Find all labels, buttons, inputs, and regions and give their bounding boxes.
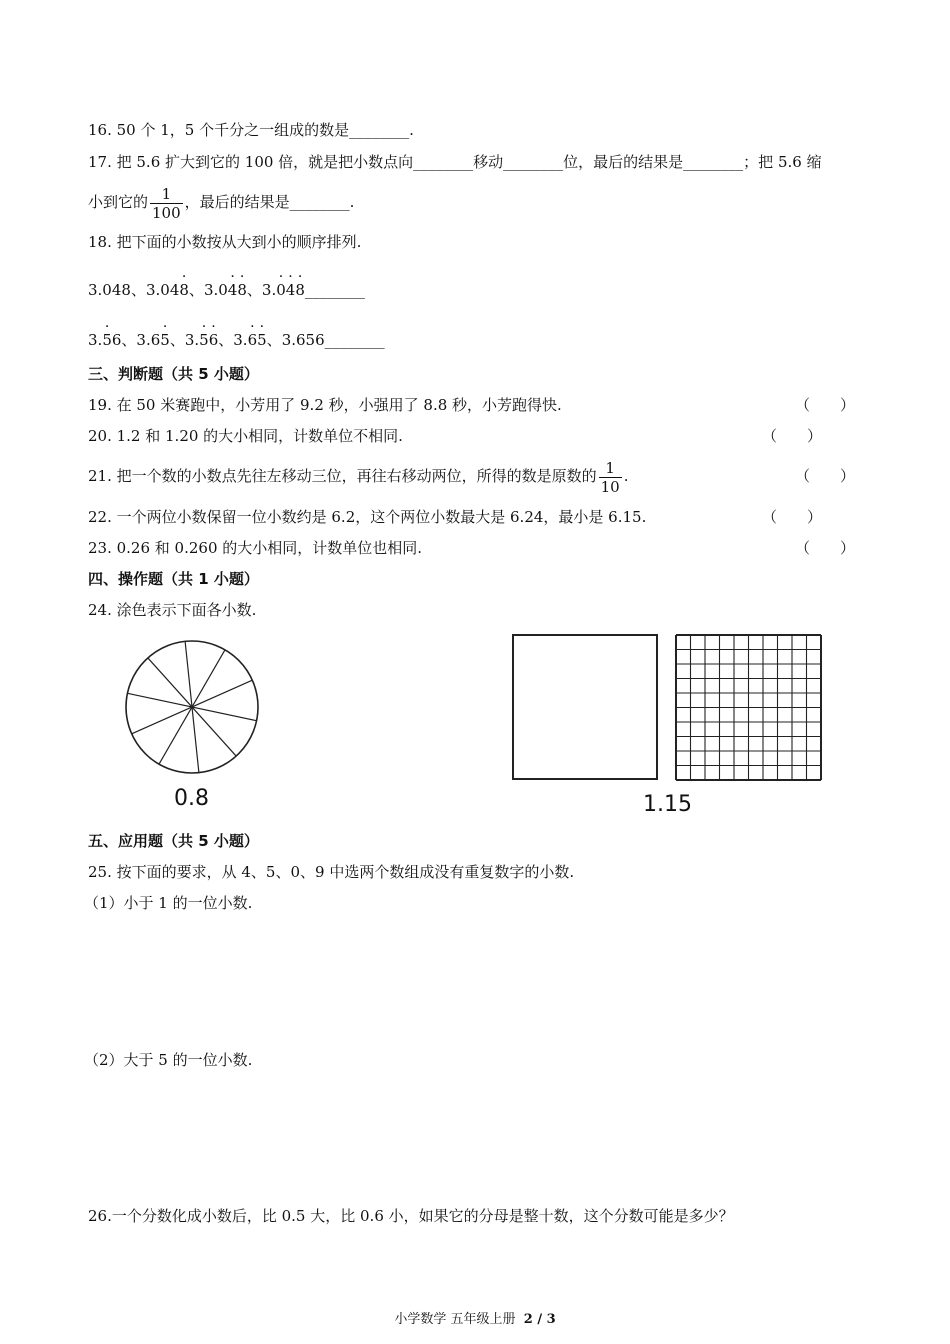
question-20: 20. 1.2 和 1.20 的大小相同，计数单位不相同. <box>88 427 403 445</box>
question-24: 24. 涂色表示下面各小数. <box>88 601 257 619</box>
squares-figure <box>510 632 826 784</box>
question-17-line2 <box>88 182 354 222</box>
squares-label: 1.15 <box>643 792 692 817</box>
answer-parentheses: （ ） <box>795 539 856 557</box>
section-4-heading: 四、操作题（共 1 小题） <box>88 570 259 588</box>
repeating-digit: · 5 <box>102 330 112 350</box>
fraction-one-tenth <box>599 459 622 496</box>
question-25-part-2: （2）大于 5 的一位小数. <box>84 1051 253 1069</box>
separator: 、 <box>169 331 185 349</box>
question-21 <box>88 456 629 496</box>
separator: 、 <box>130 281 146 299</box>
q17-suffix: ，最后的结果是________. <box>184 193 355 211</box>
repeating-digit: · 8 <box>237 280 247 300</box>
repeating-digit: · 0 <box>276 280 286 300</box>
q21-suffix: . <box>623 467 629 485</box>
digits: 3.6 <box>136 331 161 349</box>
fraction-denominator: 10 <box>600 477 620 496</box>
repeating-digit: · 5 <box>257 330 267 350</box>
number-2 <box>136 331 169 349</box>
q21-prefix: 21. 把一个数的小数点先往左移动三位，再往右移动两位，所得的数是原数的 <box>88 467 597 485</box>
answer-blank: ________ <box>324 331 385 349</box>
answer-blank: ________ <box>304 281 365 299</box>
repeating-digit: · 5 <box>160 330 170 350</box>
separator: 、 <box>266 331 282 349</box>
whole-square <box>513 635 657 779</box>
q18-row-2 <box>88 330 385 350</box>
section-3-heading: 三、判断题（共 5 小题） <box>88 365 259 383</box>
question-23: 23. 0.26 和 0.260 的大小相同，计数单位也相同. <box>88 539 423 557</box>
q17-prefix: 小到它的 <box>88 193 149 211</box>
question-26: 26.一个分数化成小数后，比 0.5 大，比 0.6 小，如果它的分母是整十数，这个分数可能是多少？ <box>88 1207 734 1225</box>
page-footer <box>0 1308 950 1327</box>
fraction-denominator: 100 <box>152 203 181 222</box>
digits: 3.0 <box>203 281 228 299</box>
digits: 3. <box>88 331 103 349</box>
question-16: 16. 50 个 1，5 个千分之一组成的数是________. <box>88 121 414 139</box>
circle-figure <box>122 640 262 780</box>
separator: 、 <box>188 281 204 299</box>
question-17-line1: 17. 把 5.6 扩大到它的 100 倍，就是把小数点向________移动________位，最后的结果是________；把 5.6 缩 <box>88 153 822 171</box>
separator: 、 <box>121 331 137 349</box>
hundredths-grid <box>676 635 821 780</box>
separator: 、 <box>218 331 234 349</box>
digits: 3. <box>233 331 248 349</box>
question-25: 25. 按下面的要求，从 4、5、0、9 中选两个数组成没有重复数字的小数. <box>88 863 575 881</box>
digits: 3. <box>184 331 200 349</box>
answer-parentheses: （ ） <box>762 508 823 526</box>
fraction-one-hundredth <box>150 185 183 222</box>
number-4 <box>233 331 266 349</box>
digits: 3. <box>261 281 277 299</box>
question-19: 19. 在 50 米赛跑中，小芳用了 9.2 秒，小强用了 8.8 秒，小芳跑得快. <box>88 396 562 414</box>
number-2 <box>146 281 189 299</box>
repeating-digit: · 6 <box>248 330 258 350</box>
answer-parentheses: （ ） <box>795 467 856 485</box>
digits: 3.04 <box>145 281 180 299</box>
answer-parentheses: （ ） <box>795 396 856 414</box>
repeating-digit: · 6 <box>209 330 219 350</box>
fraction-numerator: 1 <box>150 185 183 204</box>
repeating-digit: · 4 <box>228 280 238 300</box>
number-1: 3.048 <box>88 281 131 299</box>
circle-label: 0.8 <box>174 786 209 811</box>
number-5: 3.656 <box>281 331 325 349</box>
answer-parentheses: （ ） <box>762 427 823 445</box>
fraction-numerator: 1 <box>599 459 622 478</box>
question-18: 18. 把下面的小数按从大到小的顺序排列. <box>88 233 362 251</box>
number-3 <box>185 331 218 349</box>
repeating-digit: · 4 <box>286 280 296 300</box>
repeating-digit: · 5 <box>199 330 209 350</box>
number-4 <box>262 281 305 299</box>
repeating-digit: · 8 <box>295 280 305 300</box>
number-3 <box>204 281 247 299</box>
q18-row-1 <box>88 280 365 300</box>
page-number: 2 / 3 <box>523 1312 556 1327</box>
question-22: 22. 一个两位小数保留一位小数约是 6.2，这个两位小数最大是 6.24，最小是 6.15. <box>88 508 647 526</box>
question-25-part-1: （1）小于 1 的一位小数. <box>84 894 253 912</box>
number-1 <box>88 331 121 349</box>
section-5-heading: 五、应用题（共 5 小题） <box>88 832 259 850</box>
repeating-digit: · 8 <box>179 280 189 300</box>
footer-text: 小学数学 五年级上册 <box>394 1312 516 1327</box>
separator: 、 <box>246 281 262 299</box>
digits: 6 <box>111 331 122 349</box>
